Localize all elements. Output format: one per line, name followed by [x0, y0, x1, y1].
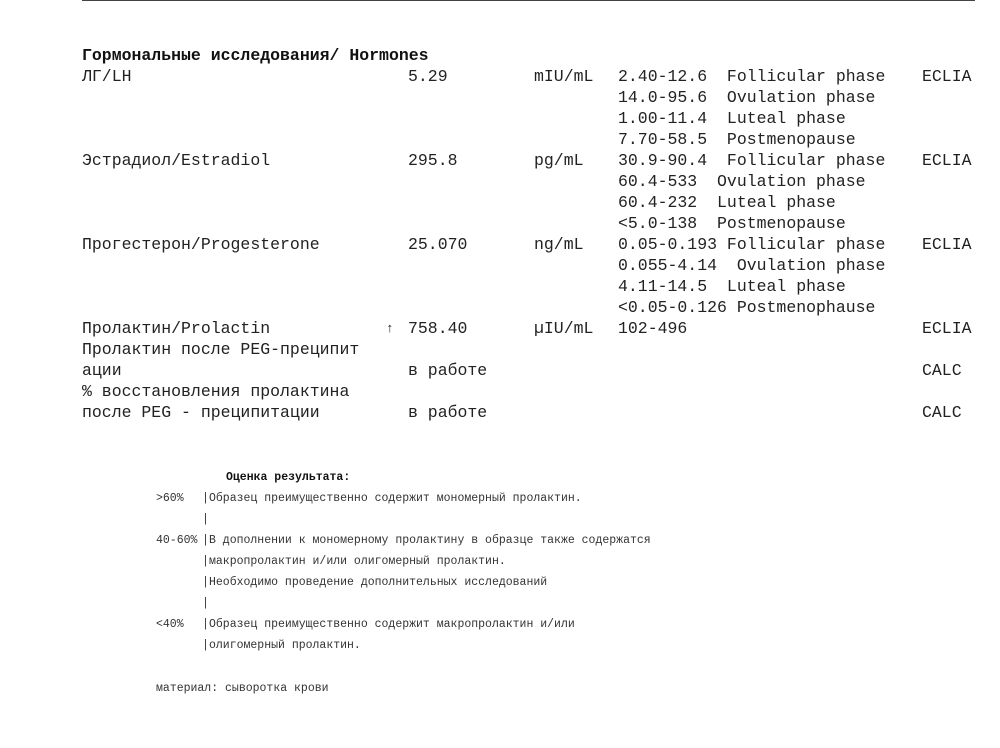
test-value: 758.40 — [408, 319, 468, 338]
evaluation-divider: | — [202, 576, 209, 589]
evaluation-text: олигомерный пролактин. — [209, 639, 361, 652]
evaluation-divider: | — [202, 492, 209, 505]
test-name: % восстановления пролактина — [82, 382, 350, 401]
test-method: CALC — [922, 403, 962, 422]
test-name: ЛГ/LH — [82, 67, 132, 86]
evaluation-text: макропролактин и/или олигомерный пролактин. — [209, 555, 506, 568]
test-unit: mIU/mL — [534, 67, 594, 86]
evaluation-divider: | — [202, 618, 209, 631]
reference-line: 4.11-14.5 Luteal phase — [618, 277, 846, 296]
evaluation-divider: | — [202, 513, 209, 526]
test-name: Эстрадиол/Estradiol — [82, 151, 271, 170]
evaluation-text: В дополнении к мономерному пролактину в образце также содержатся — [209, 534, 651, 547]
section-title: Гормональные исследования/ Hormones — [82, 46, 429, 65]
evaluation-range: >60% — [156, 492, 184, 505]
test-method: ECLIA — [922, 67, 972, 86]
reference-line: 60.4-232 Luteal phase — [618, 193, 836, 212]
evaluation-divider: | — [202, 534, 209, 547]
reference-line: 2.40-12.6 Follicular phase — [618, 67, 886, 86]
reference-line: 7.70-58.5 Postmenopause — [618, 130, 856, 149]
evaluation-divider: | — [202, 639, 209, 652]
test-name-continued: после PEG - преципитации — [82, 403, 320, 422]
evaluation-title: Оценка результата: — [226, 471, 351, 484]
test-name: Пролактин после PEG-преципит — [82, 340, 360, 359]
reference-line: 30.9-90.4 Follicular phase — [618, 151, 886, 170]
test-value: в работе — [408, 403, 488, 422]
evaluation-text: Образец преимущественно содержит макропролактин и/или — [209, 618, 575, 631]
evaluation-text: Образец преимущественно содержит мономерный пролактин. — [209, 492, 582, 505]
evaluation-range: <40% — [156, 618, 184, 631]
test-method: ECLIA — [922, 235, 972, 254]
material-note: материал: сыворотка крови — [156, 682, 329, 695]
test-method: ECLIA — [922, 151, 972, 170]
test-value: 25.070 — [408, 235, 468, 254]
reference-line: <0.05-0.126 Postmenophause — [618, 298, 876, 317]
test-method: CALC — [922, 361, 962, 380]
reference-line: 0.05-0.193 Follicular phase — [618, 235, 886, 254]
test-unit: ng/mL — [534, 235, 584, 254]
test-method: ECLIA — [922, 319, 972, 338]
evaluation-text: Необходимо проведение дополнительных исследований — [209, 576, 548, 589]
test-name: Прогестерон/Progesterone — [82, 235, 320, 254]
test-value: в работе — [408, 361, 488, 380]
test-name-continued: ации — [82, 361, 122, 380]
reference-line: 0.055-4.14 Ovulation phase — [618, 256, 886, 275]
evaluation-divider: | — [202, 555, 209, 568]
evaluation-divider: | — [202, 597, 209, 610]
reference-line: 60.4-533 Ovulation phase — [618, 172, 866, 191]
test-value: 5.29 — [408, 67, 448, 86]
test-value: 295.8 — [408, 151, 458, 170]
top-rule — [82, 0, 975, 1]
test-unit: pg/mL — [534, 151, 584, 170]
test-name: Пролактин/Prolactin — [82, 319, 271, 338]
evaluation-range: 40-60% — [156, 534, 198, 547]
reference-line: 14.0-95.6 Ovulation phase — [618, 88, 876, 107]
test-unit: µIU/mL — [534, 319, 594, 338]
reference-line: 1.00-11.4 Luteal phase — [618, 109, 846, 128]
high-flag-icon: ↑ — [386, 321, 394, 336]
reference-line: 102-496 — [618, 319, 688, 338]
reference-line: <5.0-138 Postmenopause — [618, 214, 846, 233]
